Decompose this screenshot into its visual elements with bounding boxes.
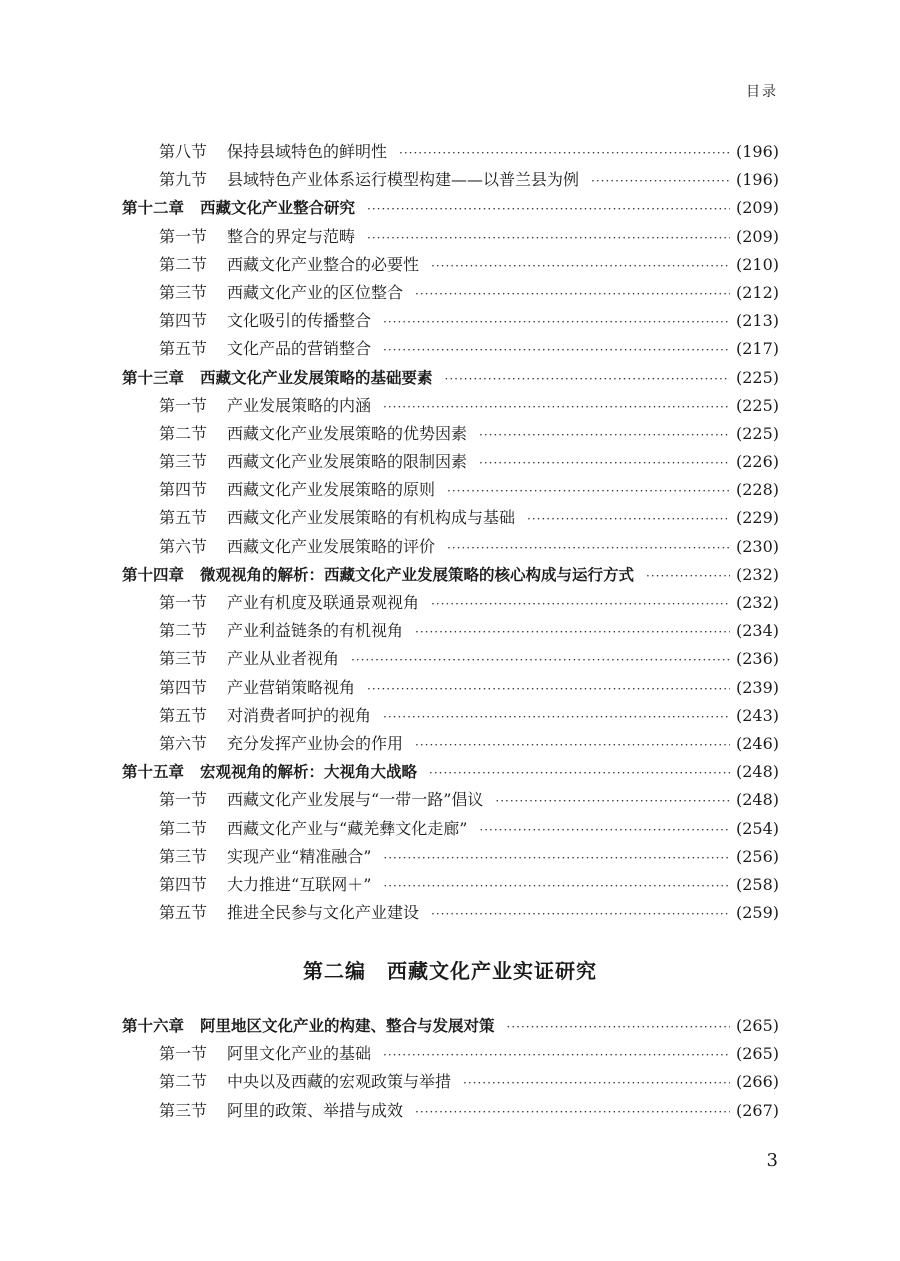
toc-list — [122, 138, 779, 927]
toc-entry-number: 第二节 — [159, 818, 208, 838]
toc-entry-number: 第一节 — [159, 593, 208, 612]
dot-leader — [479, 421, 730, 449]
toc-entry-number: 第六节 — [159, 733, 208, 753]
toc-entry-number: 第一节 — [159, 395, 208, 415]
toc-section-entry — [122, 335, 779, 363]
toc-entry-title: 产业利益链条的有机视角 — [227, 621, 404, 641]
toc-entry-title: 阿里文化产业的基础 — [227, 1044, 372, 1064]
toc-entry-title: 宏观视角的解析：大视角大战略 — [200, 763, 418, 782]
dot-leader — [591, 167, 730, 195]
toc-section-entry — [122, 730, 779, 758]
toc-section-entry — [122, 166, 779, 194]
toc-entry-number: 第四节 — [159, 480, 208, 500]
dot-leader — [383, 1041, 730, 1069]
toc-entry-number: 第十二章 — [122, 199, 185, 218]
toc-entry-title: 西藏文化产业发展策略的原则 — [227, 480, 436, 500]
toc-section-entry — [122, 871, 779, 899]
dot-leader — [367, 195, 730, 223]
toc-entry-title: 中央以及西藏的宏观政策与举措 — [227, 1072, 452, 1092]
toc-entry-number: 第九节 — [159, 170, 208, 190]
dot-leader — [415, 618, 730, 646]
toc-list — [122, 1012, 779, 1125]
toc-entry-number: 第三节 — [159, 649, 208, 669]
toc-entry-number: 第一节 — [159, 226, 208, 246]
toc-section-entry — [122, 1040, 779, 1068]
toc-entry-number: 第三节 — [159, 846, 208, 866]
toc-entry-page: (225) — [735, 395, 779, 415]
toc-entry-number: 第四节 — [159, 874, 208, 894]
toc-chapter-entry — [122, 194, 779, 222]
toc-entry-page: (243) — [735, 705, 779, 725]
dot-leader — [383, 703, 730, 731]
toc-chapter-entry — [122, 1012, 779, 1040]
toc-section-entry — [122, 138, 779, 166]
toc-entry-title: 产业营销策略视角 — [227, 677, 356, 697]
toc-entry-page: (254) — [735, 818, 779, 838]
dot-leader — [415, 1098, 730, 1126]
toc-entry-page: (232) — [735, 593, 779, 612]
dot-leader — [463, 1069, 730, 1097]
dot-leader — [383, 872, 730, 900]
toc-entry-title: 西藏文化产业发展策略的有机构成与基础 — [227, 508, 516, 528]
toc-entry-title: 文化产品的营销整合 — [227, 339, 372, 359]
toc-section-entry — [122, 392, 779, 420]
toc-section-entry — [122, 504, 779, 532]
toc-entry-page: (265) — [735, 1016, 779, 1035]
toc-section-entry — [122, 307, 779, 335]
running-head: 目录 — [746, 84, 778, 100]
toc-entry-title: 西藏文化产业整合的必要性 — [227, 254, 420, 274]
toc-entry-page: (226) — [735, 452, 779, 472]
toc-entry-number: 第八节 — [159, 142, 208, 161]
dot-leader — [383, 308, 730, 336]
toc-entry-page: (217) — [735, 339, 779, 359]
toc-entry-page: (248) — [735, 762, 779, 782]
dot-leader — [431, 900, 730, 928]
toc-entry-page: (225) — [735, 367, 779, 387]
toc-entry-page: (267) — [735, 1100, 779, 1120]
toc-entry-title: 西藏文化产业的区位整合 — [227, 282, 404, 302]
dot-leader — [445, 365, 730, 393]
toc-entry-page: (212) — [735, 282, 779, 302]
toc-entry-number: 第四节 — [159, 311, 208, 331]
toc-entry-page: (210) — [735, 254, 779, 274]
toc-entry-page: (209) — [735, 198, 779, 218]
dot-leader — [431, 252, 730, 280]
dot-leader — [507, 1013, 730, 1041]
toc-entry-title: 西藏文化产业发展策略的基础要素 — [200, 368, 433, 387]
toc-entry-number: 第一节 — [159, 790, 208, 810]
toc-entry-title: 阿里地区文化产业的构建、整合与发展对策 — [200, 1017, 495, 1035]
toc-entry-number: 第十六章 — [122, 1017, 185, 1035]
toc-section-entry — [122, 279, 779, 307]
toc-entry-title: 县域特色产业体系运行模型构建——以普兰县为例 — [227, 170, 580, 190]
toc-chapter-entry — [122, 364, 779, 392]
toc-entry-page: (248) — [735, 790, 779, 810]
toc-entry-title: 阿里的政策、举措与成效 — [227, 1100, 404, 1120]
toc-entry-title: 实现产业“精准融合” — [227, 846, 372, 866]
part-title: 第二编 西藏文化产业实证研究 — [303, 959, 597, 983]
dot-leader — [415, 731, 730, 759]
dot-leader — [479, 449, 730, 477]
dot-leader — [367, 224, 730, 252]
dot-leader — [399, 139, 730, 167]
toc-entry-number: 第五节 — [159, 508, 208, 528]
toc-section-entry — [122, 815, 779, 843]
toc-entry-number: 第十五章 — [122, 763, 185, 782]
toc-entry-page: (209) — [735, 226, 779, 246]
toc-entry-title: 产业从业者视角 — [227, 649, 340, 669]
toc-entry-number: 第二节 — [159, 1072, 208, 1092]
toc-entry-title: 整合的界定与范畴 — [227, 226, 356, 246]
toc-entry-page: (228) — [735, 480, 779, 500]
toc-section-entry — [122, 899, 779, 927]
toc-entry-number: 第三节 — [159, 1100, 208, 1120]
toc-entry-page: (196) — [735, 170, 779, 190]
dot-leader — [447, 534, 730, 562]
toc-section-entry — [122, 702, 779, 730]
page-number: 3 — [766, 1150, 778, 1171]
toc-entry-page: (229) — [735, 508, 779, 528]
toc-section-entry — [122, 1097, 779, 1125]
toc-section-entry — [122, 674, 779, 702]
toc-chapter-entry — [122, 758, 779, 786]
toc-entry-number: 第五节 — [159, 903, 208, 923]
toc-entry-number: 第十三章 — [122, 368, 185, 387]
toc-entry-number: 第十四章 — [122, 565, 185, 584]
toc-entry-title: 产业有机度及联通景观视角 — [227, 593, 420, 612]
toc-entry-number: 第六节 — [159, 536, 208, 556]
toc-entry-title: 产业发展策略的内涵 — [227, 395, 372, 415]
toc-entry-title: 西藏文化产业发展策略的评价 — [227, 536, 436, 556]
dot-leader — [646, 562, 730, 590]
toc-entry-title: 西藏文化产业发展策略的优势因素 — [227, 423, 468, 443]
toc-entry-page: (213) — [735, 311, 779, 331]
dot-leader — [383, 393, 730, 421]
dot-leader — [383, 336, 730, 364]
dot-leader — [383, 844, 730, 872]
toc-entry-page: (196) — [735, 142, 779, 161]
toc-section-entry — [122, 533, 779, 561]
dot-leader — [367, 675, 730, 703]
toc-entry-page: (246) — [735, 733, 779, 753]
toc-section-entry — [122, 251, 779, 279]
toc-entry-title: 大力推进“互联网＋” — [227, 874, 372, 894]
toc-section-entry — [122, 645, 779, 673]
toc-entry-title: 推进全民参与文化产业建设 — [227, 903, 420, 923]
toc-entry-title: 西藏文化产业发展策略的限制因素 — [227, 452, 468, 472]
toc-entry-page: (256) — [735, 846, 779, 866]
toc-entry-title: 对消费者呵护的视角 — [227, 705, 372, 725]
toc-entry-number: 第四节 — [159, 677, 208, 697]
dot-leader — [431, 590, 730, 618]
toc-entry-number: 第一节 — [159, 1044, 208, 1064]
toc-section-entry — [122, 589, 779, 617]
toc-entry-page: (265) — [735, 1044, 779, 1064]
toc-entry-page: (239) — [735, 677, 779, 697]
dot-leader — [429, 759, 730, 787]
toc-entry-page: (234) — [735, 621, 779, 641]
toc-section-entry — [122, 1068, 779, 1096]
toc-entry-number: 第五节 — [159, 705, 208, 725]
toc-entry-page: (230) — [735, 536, 779, 556]
toc-entry-page: (259) — [735, 903, 779, 923]
dot-leader — [415, 280, 730, 308]
toc-entry-title: 微观视角的解析：西藏文化产业发展策略的核心构成与运行方式 — [200, 565, 635, 584]
toc-entry-title: 西藏文化产业整合研究 — [200, 199, 356, 218]
toc-section-entry — [122, 617, 779, 645]
toc-chapter-entry — [122, 561, 779, 589]
toc-entry-number: 第二节 — [159, 254, 208, 274]
toc-entry-title: 西藏文化产业发展与“一带一路”倡议 — [227, 790, 484, 810]
toc-section-entry — [122, 448, 779, 476]
toc-section-entry — [122, 223, 779, 251]
toc-section-entry — [122, 420, 779, 448]
toc-entry-page: (266) — [735, 1072, 779, 1092]
toc-entry-page: (236) — [735, 649, 779, 669]
dot-leader — [495, 787, 730, 815]
toc-section-entry — [122, 843, 779, 871]
toc-entry-page: (232) — [735, 564, 779, 584]
dot-leader — [479, 816, 730, 844]
toc-entry-page: (258) — [735, 874, 779, 894]
toc-entry-number: 第三节 — [159, 452, 208, 472]
toc-entry-title: 保持县域特色的鲜明性 — [227, 142, 388, 161]
toc-entry-number: 第二节 — [159, 621, 208, 641]
toc-entry-page: (225) — [735, 423, 779, 443]
toc-section-entry — [122, 476, 779, 504]
toc-entry-number: 第三节 — [159, 282, 208, 302]
toc-entry-title: 文化吸引的传播整合 — [227, 311, 372, 331]
toc-entry-title: 西藏文化产业与“藏羌彝文化走廊” — [227, 818, 468, 838]
dot-leader — [527, 505, 730, 533]
toc-entry-title: 充分发挥产业协会的作用 — [227, 733, 404, 753]
dot-leader — [447, 477, 730, 505]
toc-entry-number: 第五节 — [159, 339, 208, 359]
toc-section-entry — [122, 786, 779, 814]
dot-leader — [351, 646, 730, 674]
toc-entry-number: 第二节 — [159, 423, 208, 443]
